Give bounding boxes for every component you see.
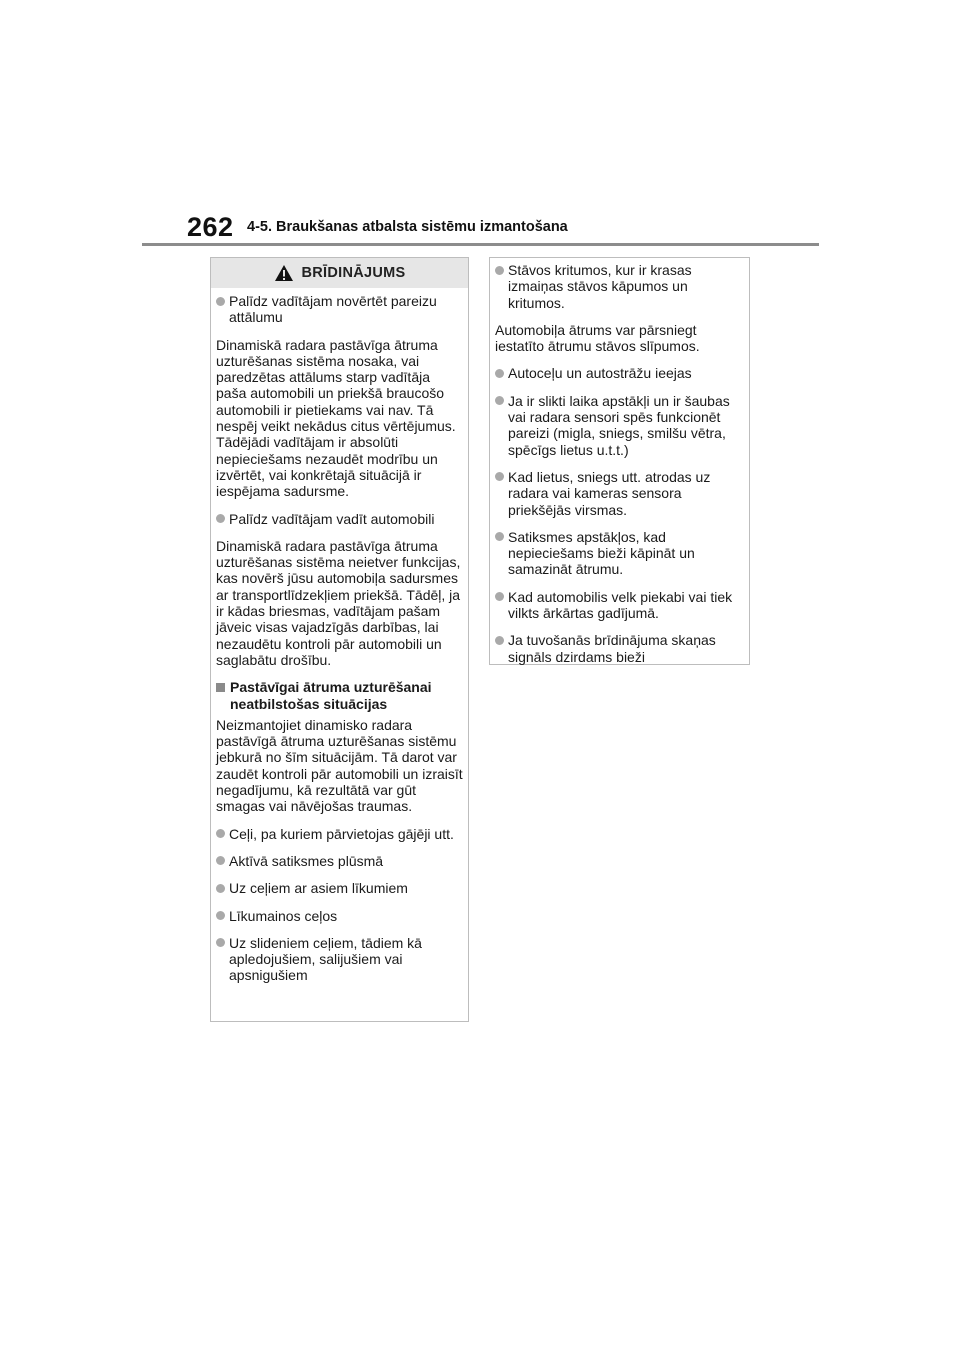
paragraph: Dinamiskā radara pastāvīga ātruma uzturēšanas sistēma nosaka, vai paredzētas attālums starp vadītāja paša automobili un priekšā braucošo automobili ir pietiekams vai nav. Tā nespēj veikt nekādus citus vērtējumus. Tādējādi vadītājam ir absolūti nepieciešams nezaudēt modrību un izvērtēt, vai konkrētajā situācijā ir iespējama sadursme. xyxy=(216,336,456,500)
list-item-text: Aktīvā satiksmes plūsmā xyxy=(229,852,384,869)
list-item xyxy=(495,262,744,311)
warning-box xyxy=(210,257,469,1022)
list-item-text: Satiksmes apstākļos, kad nepieciešams bieži kāpināt un samazināt ātrumu. xyxy=(508,528,695,578)
list-item-text: Stāvos kritumos, kur ir krasas izmaiņas stāvos kāpumos un kritumos. xyxy=(508,262,692,311)
bullet-icon xyxy=(216,829,225,838)
list-item xyxy=(495,365,744,381)
list-item-text: Ceļi, pa kuriem pārvietojas gājēji utt. xyxy=(229,825,454,842)
square-bullet-icon xyxy=(216,683,225,692)
list-item-text: Palīdz vadītājam novērtēt pareizu attālumu xyxy=(229,293,437,326)
bullet-icon xyxy=(495,472,504,481)
list-item xyxy=(216,293,463,326)
page-number: 262 xyxy=(187,212,234,242)
list-item-text: Ja tuvošanās brīdinājuma skaņas signāls dzirdams bieži xyxy=(508,632,716,665)
bullet-icon xyxy=(495,532,504,541)
list-item xyxy=(495,589,744,622)
list-item-text: Kad lietus, sniegs utt. atrodas uz radara vai kameras sensora priekšējās virsmas. xyxy=(508,468,711,518)
list-item xyxy=(495,393,744,458)
subheading-text: Pastāvīgai ātruma uzturēšanai neatbilstošas situācijas xyxy=(230,679,432,712)
list-item-text: Ja ir slikti laika apstākļi un ir šaubas vai radara sensori spēs funkcionēt pareizi (migla, sniegs, smilšu vētra, spēcīgs lietus u.t.t.) xyxy=(508,392,730,458)
warning-content xyxy=(211,288,468,990)
list-item xyxy=(216,511,463,527)
bullet-icon xyxy=(216,911,225,920)
continuation-content xyxy=(490,258,749,671)
page-header xyxy=(0,0,960,250)
bullet-icon xyxy=(216,297,225,306)
bullet-icon xyxy=(495,592,504,601)
list-item-text: Uz ceļiem ar asiem līkumiem xyxy=(229,880,408,897)
list-item xyxy=(216,880,463,896)
warning-header xyxy=(211,258,468,288)
list-item-text: Līkumainos ceļos xyxy=(229,907,338,924)
warning-triangle-icon xyxy=(274,264,294,282)
paragraph: Neizmantojiet dinamisko radara pastāvīgā ātruma uzturēšanas sistēmu jebkurā no šīm situācijām. Tā darot var zaudēt kontroli pār automobili un izraisīt negadījumu, kā rezultātā var gūt smagas vai nāvējošas traumas. xyxy=(216,716,463,815)
list-item xyxy=(495,469,744,518)
section-title: 4-5. Braukšanas atbalsta sistēmu izmantošana xyxy=(247,219,568,235)
list-item-text: Autoceļu un autostrāžu ieejas xyxy=(508,365,692,382)
list-item-text: Kad automobilis velk piekabi vai tiek vilkts ārkārtas gadījumā. xyxy=(508,588,733,622)
bullet-icon xyxy=(216,884,225,893)
paragraph: Automobiļa ātrums var pārsniegt iestatīto ātrumu stāvos slīpumos. xyxy=(495,321,700,355)
subheading xyxy=(216,679,463,712)
list-item xyxy=(216,935,463,984)
header-divider xyxy=(142,243,819,246)
bullet-icon xyxy=(495,636,504,645)
list-item xyxy=(216,826,463,842)
list-item xyxy=(495,632,744,665)
list-item xyxy=(495,529,744,578)
bullet-icon xyxy=(495,396,504,405)
bullet-icon xyxy=(216,514,225,523)
bullet-icon xyxy=(495,369,504,378)
warning-continuation-box xyxy=(489,257,750,665)
bullet-icon xyxy=(216,938,225,947)
list-item xyxy=(216,908,463,924)
bullet-icon xyxy=(216,856,225,865)
bullet-icon xyxy=(495,266,504,275)
list-item-text: Uz slideniem ceļiem, tādiem kā apledojušiem, salijušiem vai apsnigušiem xyxy=(229,934,422,984)
paragraph: Dinamiskā radara pastāvīga ātruma uzturēšanas sistēma neietver funkcijas, kas novērš jūsu automobiļa sadursmes ar transportlīdzekļiem priekšā. Tādēļ, ja ir kādas briesmas, vadītājam pašam jāveic visas vajadzīgās darbības, lai nezaudētu kontroli pār automobili un saglabātu drošību. xyxy=(216,537,461,668)
warning-title: BRĪDINĀJUMS xyxy=(301,265,406,281)
list-item xyxy=(216,853,463,869)
list-item-text: Palīdz vadītājam vadīt automobili xyxy=(229,510,435,527)
